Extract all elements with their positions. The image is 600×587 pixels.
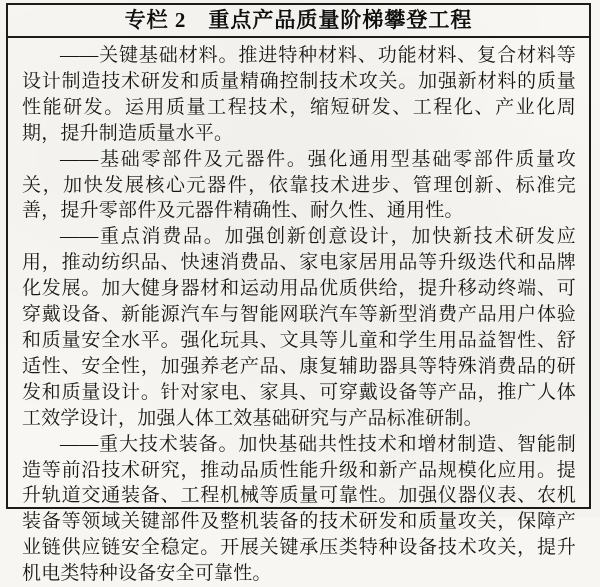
column-box-panel [6,3,591,585]
paragraph-basic-components: ——基础零部件及元器件。强化通用型基础零部件质量攻关，加快发展核心元器件，依靠技术进步、管理创新、标准完善，提升零部件及元器件精确性、耐久性、通用性。 [22,148,576,222]
panel-title: 专栏 2 重点产品质量阶梯攀登工程 [8,5,589,38]
paragraph-key-basic-materials: ——关键基础材料。推进特种材料、功能材料、复合材料等设计制造技术研发和质量精确控制技术攻关。加强新材料的质量性能研发。运用质量工程技术，缩短研发、工程化、产业化周期，提升制造质量水平。 [22,45,576,144]
paragraph-key-consumer-goods: ——重点消费品。加强创新创意设计，加快新技术研发应用，推动纺织品、快速消费品、家电家居用品等升级迭代和品牌化发展。加大健身器材和运动用品优质供给，提升移动终端、可穿戴设备、新能源汽车与智能网联汽车等新型消费产品用户体验和质量安全水平。强化玩具、文具等儿童和学生用品益智性、舒适性、安全性，加强养老产品、康复辅助器具等特殊消费品的研发和质量设计。针对家电、家具、可穿戴设备等产品，推广人体工效学设计，加强人体工效基础研究与产品标准研制。 [22,226,576,429]
panel-body [8,38,589,587]
paragraph-major-technical-equipment: ——重大技术装备。加快基础共性技术和增材制造、智能制造等前沿技术研究，推动品质性能升级和新产品规模化应用。提升轨道交通装备、工程机械等质量可靠性。加强仪器仪表、农机装备等领域关键部件及整机装备的技术研发和质量攻关，保障产业链供应链安全稳定。开展关键承压类特种设备技术攻关，提升机电类特种设备安全可靠性。 [22,433,576,585]
